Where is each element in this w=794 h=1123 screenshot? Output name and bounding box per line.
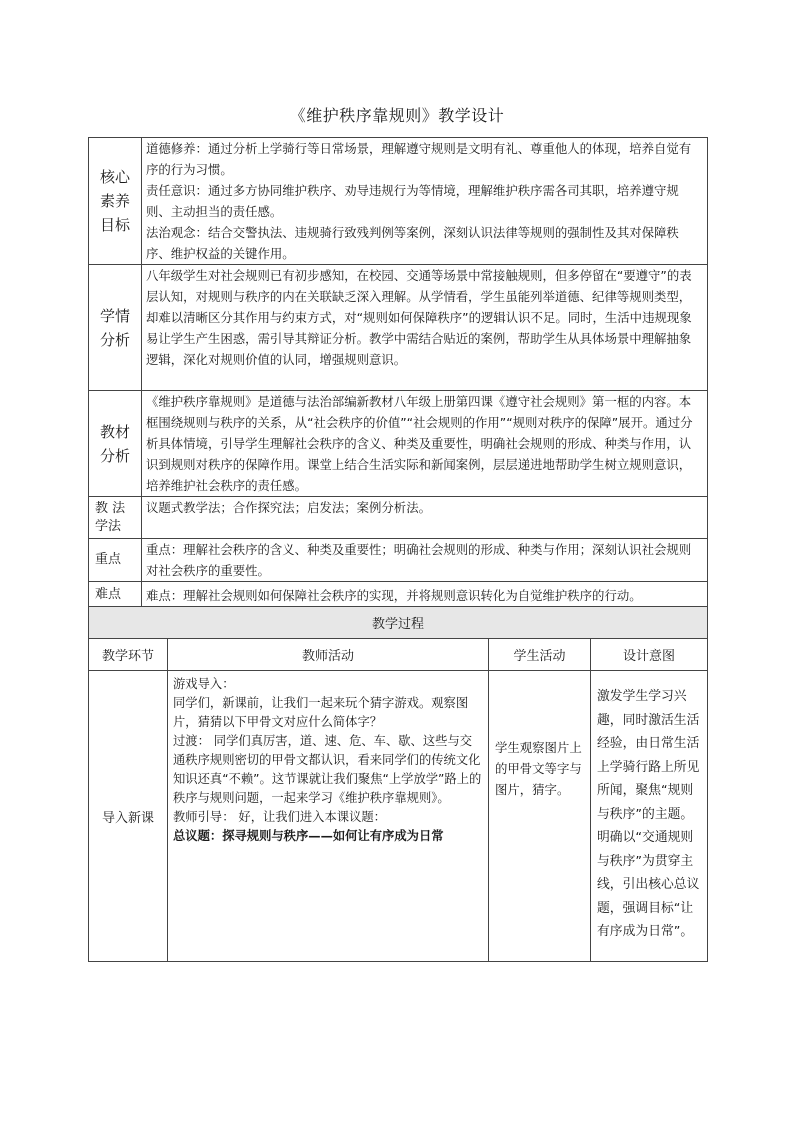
textbook-analysis-content: 《维护秩序靠规则》是道德与法治部编新教材八年级上册第四课《遵守社会规则》第一框的内容。本框围绕规则与秩序的关系，从“社会秩序的价值”“社会规则的作用”“规则对秩序的保障”展开。通过分析具体情境，引导学生理解社会秩序的含义、种类及重要性，明确社会规则的形成、种类与作用，认识到规则对秩序的保障作用。课堂上结合生活实际和新闻案例，层层递进地帮助学生树立规则意识，培养维护社会秩序的责任感。: [142, 391, 708, 497]
teaching-process-table: [88, 606, 708, 962]
core-item-rule-of-law: 法治观念：结合交警执法、违规骑行致残判例等案例，深刻认识法律等规则的强制性及其对保障秩序、维护权益的关键作用。: [146, 225, 679, 261]
core-literacy-row: [89, 138, 708, 265]
textbook-analysis-label: 教材 分析: [89, 391, 142, 497]
teaching-method-label: 教 法 学法: [89, 497, 142, 539]
key-point-row: [89, 539, 708, 582]
column-header-teacher: 教师活动: [168, 639, 489, 671]
textbook-analysis-row: [89, 391, 708, 497]
teaching-method-content: 议题式教学法；合作探究法；启发法；案例分析法。: [142, 497, 708, 539]
column-header-intent: 设计意图: [591, 639, 708, 671]
core-question: 总议题：探寻规则与秩序——如何让有序成为日常: [173, 829, 444, 843]
column-header-stage: 教学环节: [89, 639, 168, 671]
stage-cell: 导入新课: [89, 671, 168, 962]
document-title: 《维护秩序靠规则》教学设计: [289, 106, 505, 125]
core-literacy-label: 核心 素养 目标: [89, 138, 142, 265]
difficult-point-content: 难点：理解社会规则如何保障社会秩序的实现，并将规则意识转化为自觉维护秩序的行动。: [142, 582, 708, 609]
core-item-morality: 道德修养：通过分析上学骑行等日常场景，理解遵守规则是文明有礼、尊重他人的体现，培养自觉有序的行为习惯。: [146, 141, 692, 177]
column-header-student: 学生活动: [489, 639, 591, 671]
process-title: 教学过程: [89, 607, 708, 639]
key-point-label: 重点: [89, 539, 142, 582]
core-literacy-content: [142, 138, 708, 265]
student-analysis-content: 八年级学生对社会规则已有初步感知，在校园、交通等场景中常接触规则，但多停留在“要遵守”的表层认知，对规则与秩序的内在关联缺乏深入理解。从学情看，学生虽能列举道德、纪律等规则类型，却难以清晰区分其作用与约束方式，对“规则如何保障秩序”的逻辑认识不足。同时，生活中违规现象易让学生产生困惑，需引导其辩证分析。教学中需结合贴近的案例，帮助学生从具体场景中理解抽象逻辑，深化对规则价值的认同，增强规则意识。: [142, 265, 708, 391]
process-title-row: [89, 607, 708, 639]
process-header-row: [89, 639, 708, 671]
difficult-point-label: 难点: [89, 582, 142, 609]
student-analysis-row: [89, 265, 708, 391]
teaching-method-row: [89, 497, 708, 539]
key-point-content: 重点：理解社会秩序的含义、种类及重要性；明确社会规则的形成、种类与作用；深刻认识社会规则对社会秩序的重要性。: [142, 539, 708, 582]
core-item-responsibility: 责任意识：通过多方协同维护秩序、劝导违规行为等情境，理解维护秩序需各司其职，培养遵守规则、主动担当的责任感。: [146, 183, 679, 219]
student-analysis-label: 学情 分析: [89, 265, 142, 391]
table-row: [89, 671, 708, 962]
design-intent-cell: 激发学生学习兴趣，同时激活生活经验，由日常生活上学骑行路上所见所闻，聚焦“规则与秩序”的主题。明确以“交通规则与秩序”为贯穿主线，引出核心总议题，强调目标“让有序成为日常”。: [591, 671, 708, 962]
difficult-point-row: [89, 582, 708, 609]
student-activity-cell: 学生观察图片上的甲骨文等字与图片，猜字。: [489, 671, 591, 962]
overview-table: [88, 137, 708, 609]
teacher-activity-cell: 游戏导入： 同学们，新课前，让我们一起来玩个猜字游戏。观察图片，猜猜以下甲骨文对应什么简体字？ 过渡： 同学们真厉害，道、速、危、车、歇、这些与交通秩序规则密切的甲骨文都认识，看来同学们的传统文化知识还真“不赖”。这节课就让我们聚焦“上学放学”路上的秩序与规则问题，一起来学习《维护秩序靠规则》。 教师引导： 好，让我们进入本课议题： 总议题：探寻规则与秩序——如何让有序成为日常: [168, 671, 489, 962]
